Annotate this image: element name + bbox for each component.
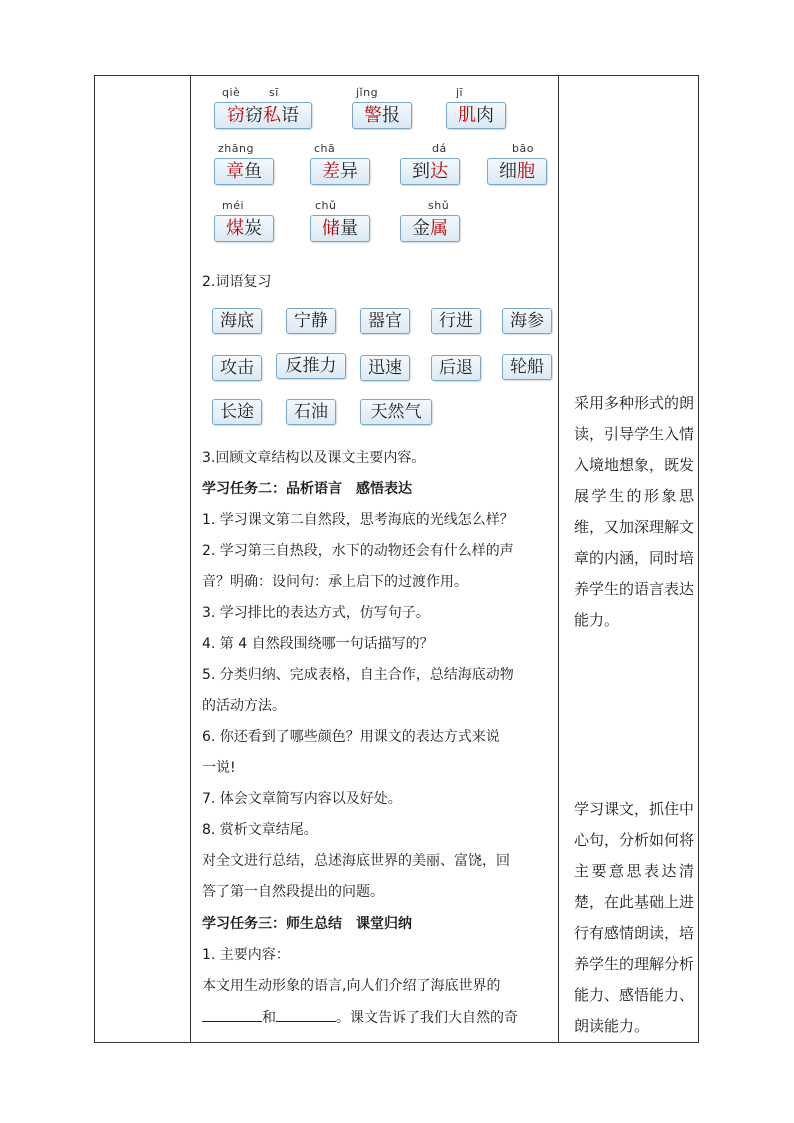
pinyin: dá [432, 142, 447, 155]
pinyin: jī [456, 86, 464, 99]
vocab-card [487, 158, 547, 185]
vocab-char: 炭 [244, 218, 262, 239]
vocab-char: 差 [322, 161, 340, 182]
vocab-char: 鱼 [244, 161, 262, 182]
text-line: 6. 你还看到了哪些颜色？用课文的表达方式来说 [202, 729, 500, 745]
pinyin: méi [222, 199, 245, 212]
text-line [202, 1007, 554, 1028]
text-line: 5. 分类归纳、完成表格，自主合作，总结海底动物 [202, 667, 514, 683]
pinyin: zhāng [218, 142, 254, 155]
vocab-char: 煤 [226, 218, 244, 239]
review-word: 器官 [360, 308, 410, 334]
vocab-char: 警 [364, 105, 382, 126]
vocab-card [214, 215, 274, 242]
vocab-char: 肌 [458, 105, 476, 126]
vocab-char: 属 [430, 218, 448, 239]
text-line: 4. 第 4 自然段围绕哪一句话描写的？ [202, 636, 434, 652]
vocab-char: 到 [412, 161, 430, 182]
text-line: 对全文进行总结，总述海底世界的美丽、富饶，回 [202, 853, 510, 869]
vocab-char: 胞 [517, 161, 535, 182]
review-word: 行进 [431, 308, 481, 334]
review-word: 轮船 [502, 354, 552, 380]
review-word: 长途 [212, 399, 262, 425]
column-divider [558, 76, 559, 1042]
review-word: 反推力 [276, 353, 346, 379]
text-line: 音？明确：设问句：承上启下的过渡作用。 [202, 574, 468, 590]
pinyin: jǐng [356, 86, 379, 99]
review-word: 天然气 [360, 399, 432, 425]
task-heading: 学习任务二：品析语言 感悟表达 [202, 481, 412, 497]
text-line: 的活动方法。 [202, 698, 286, 714]
review-word: 攻击 [212, 355, 262, 381]
text-line: 8. 赏析文章结尾。 [202, 822, 318, 838]
review-word: 迅速 [360, 355, 410, 381]
vocab-char: 报 [382, 105, 400, 126]
vocab-card [352, 102, 412, 129]
pinyin: qiè [222, 86, 241, 99]
text-fragment: 。课文告诉了我们大自然的奇 [336, 1010, 518, 1026]
text-line: 3. 学习排比的表达方式，仿写句子。 [202, 605, 430, 621]
column-divider [190, 76, 191, 1042]
vocab-char: 私 [263, 105, 281, 126]
lesson-table [94, 75, 699, 1043]
fill-blank [276, 1007, 336, 1022]
design-note: 采用多种形式的朗读，引导学生入情入境地想象，既发展学生的形象思维，又加深理解文章的内涵，同时培养学生的语言表达能力。 [574, 394, 695, 629]
text-line: 2. 学习第三自热段，水下的动物还会有什么样的声 [202, 543, 514, 559]
pinyin: sī [269, 86, 279, 99]
vocab-card [310, 215, 370, 242]
pinyin: chǔ [315, 199, 337, 212]
vocab-char: 窃 [245, 105, 263, 126]
vocab-char: 窃 [227, 105, 245, 126]
vocab-card [214, 102, 312, 129]
vocab-char: 语 [281, 105, 299, 126]
text-line: 7. 体会文章简写内容以及好处。 [202, 791, 402, 807]
review-word: 海底 [212, 308, 262, 334]
fill-blank [202, 1007, 262, 1022]
vocab-card [310, 158, 370, 185]
text-line: 1. 学习课文第二自然段，思考海底的光线怎么样？ [202, 512, 514, 528]
vocab-card [446, 102, 506, 129]
vocab-char: 肉 [476, 105, 494, 126]
review-word: 石油 [286, 399, 336, 425]
design-note: 学习课文，抓住中心句，分析如何将主要意思表达清楚，在此基础上进行有感情朗读，培养学生的理解分析能力、感悟能力、朗读能力。 [574, 800, 695, 1035]
review-word: 海参 [502, 308, 552, 334]
task-heading: 学习任务三：师生总结 课堂归纳 [202, 916, 412, 932]
section-heading: 2.词语复习 [202, 274, 272, 290]
vocab-card [400, 158, 460, 185]
text-fragment: 和 [262, 1010, 276, 1026]
vocab-char: 章 [226, 161, 244, 182]
vocab-char: 量 [340, 218, 358, 239]
review-word: 宁静 [286, 308, 336, 334]
text-line: 本文用生动形象的语言,向人们介绍了海底世界的 [202, 978, 501, 994]
pinyin: bāo [512, 142, 534, 155]
vocab-char: 达 [430, 161, 448, 182]
teaching-content-column [196, 76, 556, 1042]
pinyin: shǔ [428, 199, 450, 212]
vocab-card [214, 158, 274, 185]
text-line: 答了第一自然段提出的问题。 [202, 884, 384, 900]
pinyin: chā [314, 142, 336, 155]
review-word: 后退 [431, 355, 481, 381]
vocab-card [400, 215, 460, 242]
vocab-char: 细 [499, 161, 517, 182]
text-line: 一说! [202, 760, 236, 776]
vocab-char: 储 [322, 218, 340, 239]
vocab-char: 异 [340, 161, 358, 182]
vocab-char: 金 [412, 218, 430, 239]
text-line: 1. 主要内容： [202, 947, 290, 963]
text-line: 3.回顾文章结构以及课文主要内容。 [202, 450, 426, 466]
